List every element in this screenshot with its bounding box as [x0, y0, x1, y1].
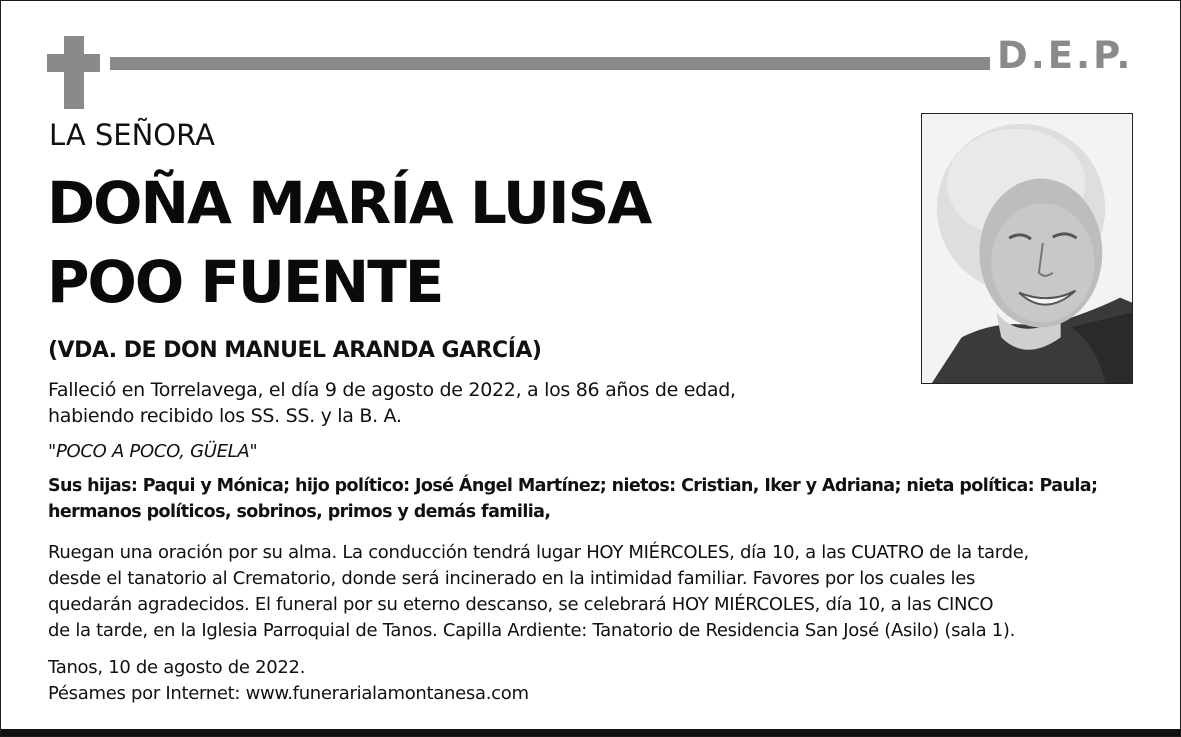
widow-of: (VDA. DE DON MANUEL ARANDA GARCÍA) [48, 338, 542, 363]
dep-label: D.E.P. [997, 34, 1134, 77]
quote: "POCO A POCO, GÜELA" [48, 441, 258, 462]
cross-icon-horizontal [47, 54, 100, 72]
cross-icon-vertical [64, 36, 84, 109]
condolences-link[interactable]: Pésames por Internet: www.funerarialamontanesa.com [48, 683, 529, 704]
ceremony-line1: Ruegan una oración por su alma. La conducción tendrá lugar HOY MIÉRCOLES, día 10, a las CUATRO de la tarde, [48, 542, 1029, 563]
ceremony-line3: quedarán agradecidos. El funeral por su eterno descanso, se celebrará HOY MIÉRCOLES, día 10, a las CINCO [48, 594, 994, 615]
header-rule [110, 57, 990, 70]
family-line1: Sus hijas: Paqui y Mónica; hijo político: José Ángel Martínez; nietos: Cristian, Iker y Adriana; nieta política: Paula; [48, 476, 1098, 496]
deceased-portrait [921, 113, 1133, 384]
deceased-name-line2: POO FUENTE [47, 248, 443, 316]
bottom-rule [1, 729, 1180, 736]
ceremony-line2: desde el tanatorio al Crematorio, donde será incinerado en la intimidad familiar. Favores por los cuales les [48, 568, 976, 589]
death-notice-line2: habiendo recibido los SS. SS. y la B. A. [48, 405, 402, 427]
deceased-name-line1: DOÑA MARÍA LUISA [47, 169, 651, 237]
death-notice-line1: Falleció en Torrelavega, el día 9 de agosto de 2022, a los 86 años de edad, [48, 379, 736, 401]
ceremony-line4: de la tarde, en la Iglesia Parroquial de Tanos. Capilla Ardiente: Tanatorio de Residencia San José (Asilo) (sala 1). [48, 620, 1016, 641]
place-date: Tanos, 10 de agosto de 2022. [48, 657, 306, 678]
deceased-title: LA SEÑORA [49, 118, 215, 152]
family-line2: hermanos políticos, sobrinos, primos y demás familia, [48, 502, 551, 522]
